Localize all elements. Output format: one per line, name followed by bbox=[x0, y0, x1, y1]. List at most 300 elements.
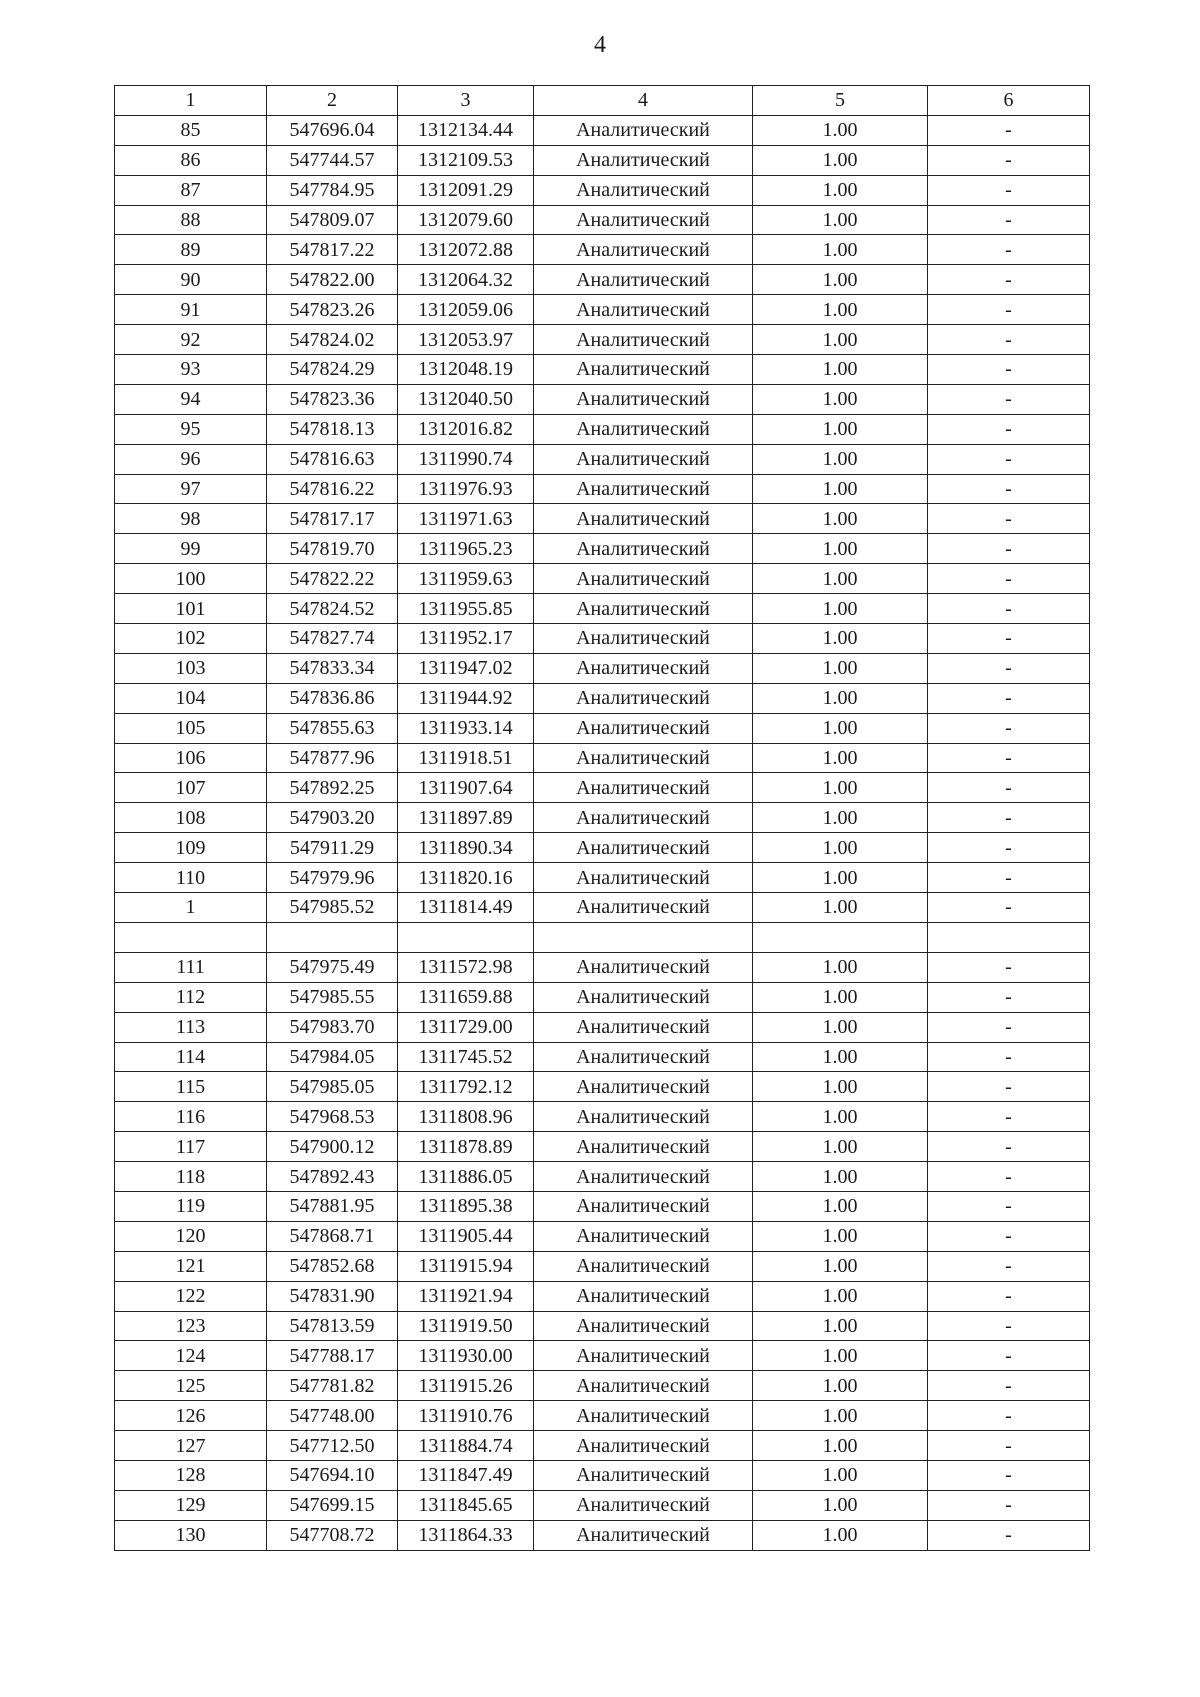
accuracy-cell bbox=[753, 922, 928, 952]
accuracy-cell: 1.00 bbox=[753, 1520, 928, 1550]
table-row bbox=[115, 1132, 1090, 1162]
method-cell: Аналитический bbox=[534, 1072, 753, 1102]
y-coordinate-cell: 1312048.19 bbox=[398, 355, 534, 385]
method-cell: Аналитический bbox=[534, 743, 753, 773]
note-cell: - bbox=[928, 235, 1090, 265]
point-number-cell: 96 bbox=[115, 444, 267, 474]
x-coordinate-cell: 547831.90 bbox=[267, 1281, 398, 1311]
point-number-cell: 107 bbox=[115, 773, 267, 803]
method-cell: Аналитический bbox=[534, 1191, 753, 1221]
method-cell: Аналитический bbox=[534, 1012, 753, 1042]
accuracy-cell: 1.00 bbox=[753, 205, 928, 235]
note-cell: - bbox=[928, 1341, 1090, 1371]
table-row bbox=[115, 115, 1090, 145]
accuracy-cell: 1.00 bbox=[753, 1281, 928, 1311]
x-coordinate-cell: 547979.96 bbox=[267, 863, 398, 893]
note-cell: - bbox=[928, 265, 1090, 295]
y-coordinate-cell bbox=[398, 922, 534, 952]
accuracy-cell: 1.00 bbox=[753, 833, 928, 863]
y-coordinate-cell: 1312016.82 bbox=[398, 414, 534, 444]
x-coordinate-cell: 547892.43 bbox=[267, 1162, 398, 1192]
table-row bbox=[115, 1072, 1090, 1102]
point-number-cell: 94 bbox=[115, 384, 267, 414]
method-cell: Аналитический bbox=[534, 952, 753, 982]
accuracy-cell: 1.00 bbox=[753, 1162, 928, 1192]
method-cell: Аналитический bbox=[534, 1460, 753, 1490]
point-number-cell: 122 bbox=[115, 1281, 267, 1311]
y-coordinate-cell: 1311659.88 bbox=[398, 982, 534, 1012]
note-cell bbox=[928, 922, 1090, 952]
header-cell-2: 2 bbox=[267, 86, 398, 116]
x-coordinate-cell: 547819.70 bbox=[267, 534, 398, 564]
method-cell: Аналитический bbox=[534, 265, 753, 295]
method-cell: Аналитический bbox=[534, 653, 753, 683]
accuracy-cell: 1.00 bbox=[753, 504, 928, 534]
note-cell: - bbox=[928, 982, 1090, 1012]
method-cell: Аналитический bbox=[534, 1132, 753, 1162]
method-cell: Аналитический bbox=[534, 1162, 753, 1192]
y-coordinate-cell: 1311947.02 bbox=[398, 653, 534, 683]
y-coordinate-cell: 1311820.16 bbox=[398, 863, 534, 893]
table-row bbox=[115, 504, 1090, 534]
point-number-cell: 104 bbox=[115, 683, 267, 713]
accuracy-cell: 1.00 bbox=[753, 683, 928, 713]
x-coordinate-cell: 547824.29 bbox=[267, 355, 398, 385]
accuracy-cell: 1.00 bbox=[753, 1012, 928, 1042]
table-row bbox=[115, 1162, 1090, 1192]
method-cell: Аналитический bbox=[534, 803, 753, 833]
table-row bbox=[115, 1251, 1090, 1281]
y-coordinate-cell: 1311878.89 bbox=[398, 1132, 534, 1162]
note-cell: - bbox=[928, 624, 1090, 654]
x-coordinate-cell: 547822.00 bbox=[267, 265, 398, 295]
point-number-cell: 108 bbox=[115, 803, 267, 833]
x-coordinate-cell: 547694.10 bbox=[267, 1460, 398, 1490]
x-coordinate-cell: 547748.00 bbox=[267, 1401, 398, 1431]
accuracy-cell: 1.00 bbox=[753, 1401, 928, 1431]
note-cell: - bbox=[928, 444, 1090, 474]
accuracy-cell: 1.00 bbox=[753, 325, 928, 355]
table-row bbox=[115, 1341, 1090, 1371]
note-cell: - bbox=[928, 1072, 1090, 1102]
point-number-cell: 89 bbox=[115, 235, 267, 265]
method-cell: Аналитический bbox=[534, 504, 753, 534]
table-row bbox=[115, 265, 1090, 295]
x-coordinate-cell: 547788.17 bbox=[267, 1341, 398, 1371]
table-row bbox=[115, 145, 1090, 175]
note-cell: - bbox=[928, 175, 1090, 205]
table-row bbox=[115, 444, 1090, 474]
x-coordinate-cell: 547985.05 bbox=[267, 1072, 398, 1102]
accuracy-cell: 1.00 bbox=[753, 1191, 928, 1221]
accuracy-cell: 1.00 bbox=[753, 384, 928, 414]
accuracy-cell: 1.00 bbox=[753, 893, 928, 923]
method-cell: Аналитический bbox=[534, 773, 753, 803]
table-row bbox=[115, 922, 1090, 952]
point-number-cell: 100 bbox=[115, 564, 267, 594]
y-coordinate-cell: 1311729.00 bbox=[398, 1012, 534, 1042]
method-cell: Аналитический bbox=[534, 1341, 753, 1371]
note-cell: - bbox=[928, 504, 1090, 534]
x-coordinate-cell: 547809.07 bbox=[267, 205, 398, 235]
note-cell: - bbox=[928, 773, 1090, 803]
x-coordinate-cell: 547816.63 bbox=[267, 444, 398, 474]
y-coordinate-cell: 1312109.53 bbox=[398, 145, 534, 175]
table-row bbox=[115, 594, 1090, 624]
x-coordinate-cell: 547985.52 bbox=[267, 893, 398, 923]
x-coordinate-cell: 547696.04 bbox=[267, 115, 398, 145]
table-row bbox=[115, 1401, 1090, 1431]
y-coordinate-cell: 1311955.85 bbox=[398, 594, 534, 624]
note-cell: - bbox=[928, 474, 1090, 504]
note-cell: - bbox=[928, 1281, 1090, 1311]
note-cell: - bbox=[928, 1042, 1090, 1072]
point-number-cell: 123 bbox=[115, 1311, 267, 1341]
table-row bbox=[115, 1520, 1090, 1550]
accuracy-cell: 1.00 bbox=[753, 295, 928, 325]
point-number-cell: 101 bbox=[115, 594, 267, 624]
method-cell: Аналитический bbox=[534, 474, 753, 504]
point-number-cell: 105 bbox=[115, 713, 267, 743]
y-coordinate-cell: 1311915.94 bbox=[398, 1251, 534, 1281]
x-coordinate-cell: 547975.49 bbox=[267, 952, 398, 982]
x-coordinate-cell: 547817.22 bbox=[267, 235, 398, 265]
note-cell: - bbox=[928, 1371, 1090, 1401]
method-cell: Аналитический bbox=[534, 534, 753, 564]
point-number-cell: 87 bbox=[115, 175, 267, 205]
point-number-cell: 88 bbox=[115, 205, 267, 235]
table-row bbox=[115, 1042, 1090, 1072]
point-number-cell: 103 bbox=[115, 653, 267, 683]
x-coordinate-cell: 547836.86 bbox=[267, 683, 398, 713]
accuracy-cell: 1.00 bbox=[753, 235, 928, 265]
method-cell: Аналитический bbox=[534, 205, 753, 235]
y-coordinate-cell: 1311890.34 bbox=[398, 833, 534, 863]
note-cell: - bbox=[928, 1311, 1090, 1341]
point-number-cell: 119 bbox=[115, 1191, 267, 1221]
point-number-cell: 130 bbox=[115, 1520, 267, 1550]
table-row bbox=[115, 564, 1090, 594]
note-cell: - bbox=[928, 952, 1090, 982]
point-number-cell: 115 bbox=[115, 1072, 267, 1102]
x-coordinate-cell: 547781.82 bbox=[267, 1371, 398, 1401]
note-cell: - bbox=[928, 205, 1090, 235]
coordinates-table bbox=[114, 85, 1090, 1551]
accuracy-cell: 1.00 bbox=[753, 1072, 928, 1102]
coordinates-table-body bbox=[115, 86, 1090, 1551]
y-coordinate-cell: 1311847.49 bbox=[398, 1460, 534, 1490]
note-cell: - bbox=[928, 1221, 1090, 1251]
x-coordinate-cell: 547813.59 bbox=[267, 1311, 398, 1341]
accuracy-cell: 1.00 bbox=[753, 773, 928, 803]
point-number-cell: 93 bbox=[115, 355, 267, 385]
method-cell: Аналитический bbox=[534, 1520, 753, 1550]
point-number-cell: 95 bbox=[115, 414, 267, 444]
point-number-cell: 106 bbox=[115, 743, 267, 773]
point-number-cell: 85 bbox=[115, 115, 267, 145]
note-cell: - bbox=[928, 1490, 1090, 1520]
accuracy-cell: 1.00 bbox=[753, 952, 928, 982]
method-cell: Аналитический bbox=[534, 594, 753, 624]
point-number-cell: 91 bbox=[115, 295, 267, 325]
method-cell: Аналитический bbox=[534, 683, 753, 713]
x-coordinate-cell: 547816.22 bbox=[267, 474, 398, 504]
x-coordinate-cell: 547968.53 bbox=[267, 1102, 398, 1132]
accuracy-cell: 1.00 bbox=[753, 1102, 928, 1132]
method-cell: Аналитический bbox=[534, 444, 753, 474]
accuracy-cell: 1.00 bbox=[753, 1132, 928, 1162]
header-cell-3: 3 bbox=[398, 86, 534, 116]
y-coordinate-cell: 1311918.51 bbox=[398, 743, 534, 773]
y-coordinate-cell: 1311886.05 bbox=[398, 1162, 534, 1192]
note-cell: - bbox=[928, 534, 1090, 564]
y-coordinate-cell: 1311971.63 bbox=[398, 504, 534, 534]
x-coordinate-cell: 547823.36 bbox=[267, 384, 398, 414]
note-cell: - bbox=[928, 325, 1090, 355]
method-cell: Аналитический bbox=[534, 1221, 753, 1251]
method-cell: Аналитический bbox=[534, 1102, 753, 1132]
x-coordinate-cell: 547823.26 bbox=[267, 295, 398, 325]
table-row bbox=[115, 683, 1090, 713]
x-coordinate-cell: 547712.50 bbox=[267, 1431, 398, 1461]
accuracy-cell: 1.00 bbox=[753, 1431, 928, 1461]
x-coordinate-cell: 547983.70 bbox=[267, 1012, 398, 1042]
accuracy-cell: 1.00 bbox=[753, 982, 928, 1012]
accuracy-cell: 1.00 bbox=[753, 624, 928, 654]
x-coordinate-cell: 547744.57 bbox=[267, 145, 398, 175]
note-cell: - bbox=[928, 1132, 1090, 1162]
table-row bbox=[115, 773, 1090, 803]
x-coordinate-cell: 547833.34 bbox=[267, 653, 398, 683]
y-coordinate-cell: 1311915.26 bbox=[398, 1371, 534, 1401]
x-coordinate-cell: 547855.63 bbox=[267, 713, 398, 743]
y-coordinate-cell: 1312072.88 bbox=[398, 235, 534, 265]
x-coordinate-cell: 547784.95 bbox=[267, 175, 398, 205]
point-number-cell: 102 bbox=[115, 624, 267, 654]
y-coordinate-cell: 1311919.50 bbox=[398, 1311, 534, 1341]
x-coordinate-cell: 547900.12 bbox=[267, 1132, 398, 1162]
method-cell: Аналитический bbox=[534, 175, 753, 205]
accuracy-cell: 1.00 bbox=[753, 115, 928, 145]
y-coordinate-cell: 1311907.64 bbox=[398, 773, 534, 803]
table-row bbox=[115, 534, 1090, 564]
note-cell: - bbox=[928, 594, 1090, 624]
header-cell-5: 5 bbox=[753, 86, 928, 116]
method-cell: Аналитический bbox=[534, 145, 753, 175]
accuracy-cell: 1.00 bbox=[753, 653, 928, 683]
table-row bbox=[115, 325, 1090, 355]
header-cell-1: 1 bbox=[115, 86, 267, 116]
table-row bbox=[115, 624, 1090, 654]
table-header-row bbox=[115, 86, 1090, 116]
y-coordinate-cell: 1312059.06 bbox=[398, 295, 534, 325]
note-cell: - bbox=[928, 115, 1090, 145]
table-row bbox=[115, 355, 1090, 385]
table-row bbox=[115, 1311, 1090, 1341]
note-cell: - bbox=[928, 1102, 1090, 1132]
table-row bbox=[115, 295, 1090, 325]
y-coordinate-cell: 1311884.74 bbox=[398, 1431, 534, 1461]
method-cell: Аналитический bbox=[534, 1401, 753, 1431]
point-number-cell: 125 bbox=[115, 1371, 267, 1401]
table-row bbox=[115, 893, 1090, 923]
method-cell: Аналитический bbox=[534, 1371, 753, 1401]
method-cell: Аналитический bbox=[534, 115, 753, 145]
point-number-cell: 97 bbox=[115, 474, 267, 504]
y-coordinate-cell: 1311976.93 bbox=[398, 474, 534, 504]
note-cell: - bbox=[928, 355, 1090, 385]
y-coordinate-cell: 1311895.38 bbox=[398, 1191, 534, 1221]
point-number-cell: 109 bbox=[115, 833, 267, 863]
accuracy-cell: 1.00 bbox=[753, 713, 928, 743]
x-coordinate-cell: 547903.20 bbox=[267, 803, 398, 833]
point-number-cell: 124 bbox=[115, 1341, 267, 1371]
point-number-cell bbox=[115, 922, 267, 952]
accuracy-cell: 1.00 bbox=[753, 265, 928, 295]
table-row bbox=[115, 833, 1090, 863]
method-cell: Аналитический bbox=[534, 1311, 753, 1341]
note-cell: - bbox=[928, 683, 1090, 713]
x-coordinate-cell: 547877.96 bbox=[267, 743, 398, 773]
accuracy-cell: 1.00 bbox=[753, 474, 928, 504]
table-row bbox=[115, 1281, 1090, 1311]
y-coordinate-cell: 1311572.98 bbox=[398, 952, 534, 982]
y-coordinate-cell: 1311897.89 bbox=[398, 803, 534, 833]
x-coordinate-cell: 547852.68 bbox=[267, 1251, 398, 1281]
point-number-cell: 128 bbox=[115, 1460, 267, 1490]
method-cell: Аналитический bbox=[534, 624, 753, 654]
method-cell: Аналитический bbox=[534, 893, 753, 923]
y-coordinate-cell: 1311990.74 bbox=[398, 444, 534, 474]
point-number-cell: 92 bbox=[115, 325, 267, 355]
method-cell: Аналитический bbox=[534, 713, 753, 743]
note-cell: - bbox=[928, 1520, 1090, 1550]
note-cell: - bbox=[928, 295, 1090, 325]
x-coordinate-cell: 547708.72 bbox=[267, 1520, 398, 1550]
note-cell: - bbox=[928, 743, 1090, 773]
point-number-cell: 114 bbox=[115, 1042, 267, 1072]
table-row bbox=[115, 1371, 1090, 1401]
table-row bbox=[115, 384, 1090, 414]
x-coordinate-cell: 547911.29 bbox=[267, 833, 398, 863]
point-number-cell: 1 bbox=[115, 893, 267, 923]
method-cell: Аналитический bbox=[534, 235, 753, 265]
point-number-cell: 126 bbox=[115, 1401, 267, 1431]
accuracy-cell: 1.00 bbox=[753, 444, 928, 474]
y-coordinate-cell: 1311792.12 bbox=[398, 1072, 534, 1102]
note-cell: - bbox=[928, 803, 1090, 833]
table-row bbox=[115, 1460, 1090, 1490]
point-number-cell: 120 bbox=[115, 1221, 267, 1251]
note-cell: - bbox=[928, 653, 1090, 683]
x-coordinate-cell: 547827.74 bbox=[267, 624, 398, 654]
y-coordinate-cell: 1311965.23 bbox=[398, 534, 534, 564]
method-cell: Аналитический bbox=[534, 982, 753, 1012]
page-number: 4 bbox=[594, 32, 606, 58]
table-row bbox=[115, 474, 1090, 504]
note-cell: - bbox=[928, 1401, 1090, 1431]
header-cell-6: 6 bbox=[928, 86, 1090, 116]
method-cell: Аналитический bbox=[534, 325, 753, 355]
note-cell: - bbox=[928, 1431, 1090, 1461]
y-coordinate-cell: 1312040.50 bbox=[398, 384, 534, 414]
method-cell bbox=[534, 922, 753, 952]
x-coordinate-cell: 547985.55 bbox=[267, 982, 398, 1012]
table-row bbox=[115, 175, 1090, 205]
note-cell: - bbox=[928, 564, 1090, 594]
accuracy-cell: 1.00 bbox=[753, 534, 928, 564]
x-coordinate-cell: 547824.02 bbox=[267, 325, 398, 355]
y-coordinate-cell: 1311930.00 bbox=[398, 1341, 534, 1371]
accuracy-cell: 1.00 bbox=[753, 145, 928, 175]
table-row bbox=[115, 1012, 1090, 1042]
table-row bbox=[115, 1191, 1090, 1221]
y-coordinate-cell: 1311808.96 bbox=[398, 1102, 534, 1132]
table-row bbox=[115, 803, 1090, 833]
point-number-cell: 112 bbox=[115, 982, 267, 1012]
y-coordinate-cell: 1312091.29 bbox=[398, 175, 534, 205]
table-row bbox=[115, 1490, 1090, 1520]
table-row bbox=[115, 205, 1090, 235]
accuracy-cell: 1.00 bbox=[753, 1371, 928, 1401]
header-cell-4: 4 bbox=[534, 86, 753, 116]
point-number-cell: 110 bbox=[115, 863, 267, 893]
method-cell: Аналитический bbox=[534, 414, 753, 444]
note-cell: - bbox=[928, 145, 1090, 175]
y-coordinate-cell: 1311959.63 bbox=[398, 564, 534, 594]
method-cell: Аналитический bbox=[534, 1490, 753, 1520]
point-number-cell: 99 bbox=[115, 534, 267, 564]
method-cell: Аналитический bbox=[534, 295, 753, 325]
y-coordinate-cell: 1311745.52 bbox=[398, 1042, 534, 1072]
method-cell: Аналитический bbox=[534, 833, 753, 863]
point-number-cell: 111 bbox=[115, 952, 267, 982]
x-coordinate-cell: 547892.25 bbox=[267, 773, 398, 803]
table-row bbox=[115, 1221, 1090, 1251]
note-cell: - bbox=[928, 1251, 1090, 1281]
note-cell: - bbox=[928, 1460, 1090, 1490]
accuracy-cell: 1.00 bbox=[753, 1490, 928, 1520]
accuracy-cell: 1.00 bbox=[753, 803, 928, 833]
y-coordinate-cell: 1312134.44 bbox=[398, 115, 534, 145]
table-row bbox=[115, 743, 1090, 773]
method-cell: Аналитический bbox=[534, 1251, 753, 1281]
point-number-cell: 86 bbox=[115, 145, 267, 175]
x-coordinate-cell: 547824.52 bbox=[267, 594, 398, 624]
table-row bbox=[115, 1431, 1090, 1461]
note-cell: - bbox=[928, 414, 1090, 444]
accuracy-cell: 1.00 bbox=[753, 1251, 928, 1281]
accuracy-cell: 1.00 bbox=[753, 594, 928, 624]
y-coordinate-cell: 1311910.76 bbox=[398, 1401, 534, 1431]
note-cell: - bbox=[928, 713, 1090, 743]
note-cell: - bbox=[928, 833, 1090, 863]
accuracy-cell: 1.00 bbox=[753, 863, 928, 893]
accuracy-cell: 1.00 bbox=[753, 1341, 928, 1371]
x-coordinate-cell: 547881.95 bbox=[267, 1191, 398, 1221]
x-coordinate-cell: 547868.71 bbox=[267, 1221, 398, 1251]
point-number-cell: 113 bbox=[115, 1012, 267, 1042]
x-coordinate-cell: 547699.15 bbox=[267, 1490, 398, 1520]
x-coordinate-cell: 547822.22 bbox=[267, 564, 398, 594]
accuracy-cell: 1.00 bbox=[753, 1460, 928, 1490]
y-coordinate-cell: 1311933.14 bbox=[398, 713, 534, 743]
point-number-cell: 116 bbox=[115, 1102, 267, 1132]
note-cell: - bbox=[928, 893, 1090, 923]
point-number-cell: 118 bbox=[115, 1162, 267, 1192]
table-row bbox=[115, 713, 1090, 743]
point-number-cell: 127 bbox=[115, 1431, 267, 1461]
